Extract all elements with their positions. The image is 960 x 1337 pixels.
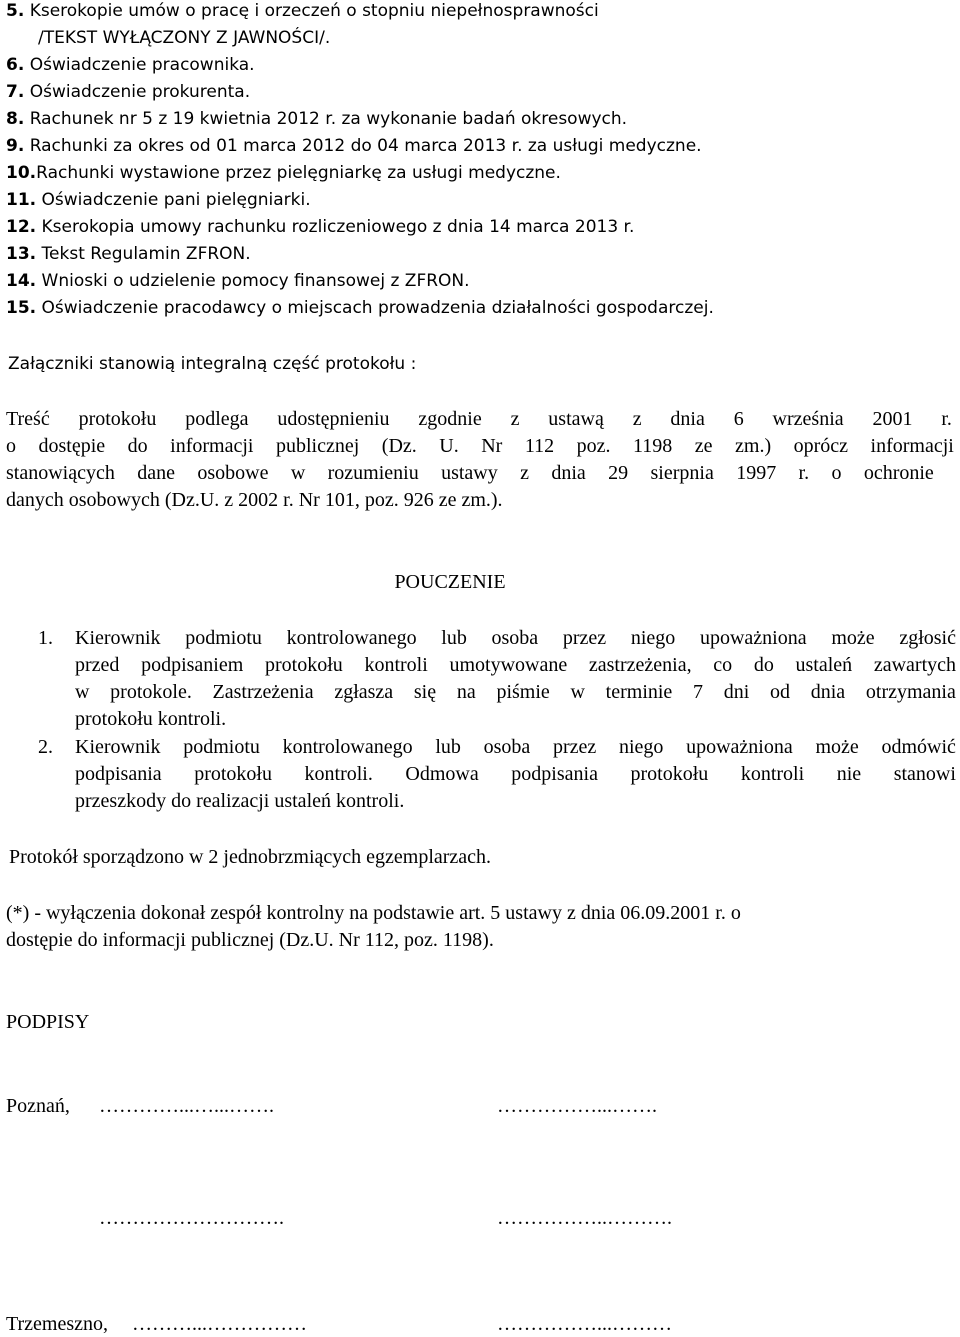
pouczenie-line: przeszkody do realizacji ustaleń kontroli. [75,790,405,812]
pouczenie-line: protokołu kontroli. [75,708,227,730]
trzemeszno-signature-line-right: ……………...……… [497,1313,672,1335]
pouczenie-line [75,655,956,675]
disclosure-line-2 [6,436,954,456]
word: udostępnieniu [277,408,390,430]
word: stanowi [893,763,956,785]
word: osoba [483,736,531,758]
pouczenie-line [75,737,956,757]
word: protokołu [194,763,272,785]
word: zgłosić [899,627,956,649]
item-number: 6. [6,55,25,75]
word: w [570,681,585,703]
item-number: 5. [6,1,25,21]
word: do [753,654,774,676]
word: przez [552,736,597,758]
item-text: Kserokopia umowy rachunku rozliczeniowego z dnia 14 marca 2013 r. [41,217,635,237]
item-number: 9. [6,136,25,156]
word: kontrolowanego [282,736,413,758]
word: lub [441,627,467,649]
word: informacji [170,435,254,457]
word: informacji [870,435,954,457]
word: co [713,654,733,676]
word: 1198 [632,435,673,457]
list-item [38,30,330,47]
word: kontroli. [304,763,373,785]
word: niego [630,627,676,649]
word: niego [618,736,664,758]
item-text: Oświadczenie prokurenta. [29,82,251,102]
item-number: 10. [6,163,37,183]
word: terminie [605,681,673,703]
word: ochronie [863,462,934,484]
word: z [632,408,642,430]
exclusion-note-line-1: (*) - wyłączenia dokonał zespół kontrolny na podstawie art. 5 ustawy z dnia 06.09.2001 r. o [6,902,741,924]
word: (Dz. [381,435,417,457]
word: zgodnie [418,408,482,430]
word: przez [562,627,607,649]
word: od [770,681,791,703]
word: Treść [6,408,50,430]
word: na [456,681,476,703]
word: upoważniona [699,627,807,649]
word: piśmie [496,681,550,703]
word: w [75,681,90,703]
word: osoba [491,627,539,649]
list-item [6,3,599,20]
word: o [831,462,842,484]
word: protokołu [630,763,709,785]
word: Odmowa [405,763,479,785]
item-text: Wnioski o udzielenie pomocy finansowej z ZFRON. [41,271,470,291]
item-number: 8. [6,109,25,129]
list-item [6,219,634,236]
word: sierpnia [650,462,714,484]
word: zawartych [873,654,956,676]
list-item [6,300,714,317]
word: osobowe [197,462,269,484]
disclosure-line-4: danych osobowych (Dz.U. z 2002 r. Nr 101, poz. 926 ze zm.). [6,489,503,511]
word: 29 [608,462,629,484]
pouczenie-title [0,572,900,592]
word: 2001 [872,408,913,430]
word: kontroli [740,763,805,785]
word: przed [75,654,120,676]
word: podpisania [511,763,598,785]
word: dane [137,462,175,484]
item-text: Rachunek nr 5 z 19 kwietnia 2012 r. za wykonanie badań okresowych. [29,109,628,129]
word: umotywowane [449,654,568,676]
word: kontrolowanego [286,627,417,649]
word: dostępie [38,435,106,457]
word: Kierownik [75,627,161,649]
item-number: 15. [6,298,37,318]
item-text: Kserokopie umów o pracę i orzeczeń o stopniu niepełnosprawności [29,1,599,21]
item-number: 2. [38,736,53,758]
word: rozumieniu [327,462,419,484]
exclusion-note-line-2: dostępie do informacji publicznej (Dz.U. Nr 112, poz. 1198). [6,929,494,951]
mid-signature-line-left: ………………………. [99,1207,284,1229]
word: zgłasza [334,681,394,703]
item-text: Rachunki wystawione przez pielęgniarkę za usługi medyczne. [36,163,561,183]
word: Nr [481,435,503,457]
item-text: Oświadczenie pani pielęgniarki. [41,190,311,210]
word: dnia [810,681,846,703]
word: poz. [576,435,611,457]
word: się [413,681,437,703]
item-number: 14. [6,271,37,291]
word: ustawą [548,408,604,430]
word: dnia [551,462,586,484]
pouczenie-title-text: POUCZENIE [394,571,506,593]
word: 1997 [736,462,777,484]
item-text: Rachunki za okres od 01 marca 2012 do 04 marca 2013 r. za usługi medyczne. [29,136,702,156]
word: podmiotu [183,736,260,758]
signatures-heading: PODPISY [6,1011,90,1033]
item-text: /TEKST WYŁĄCZONY Z JAWNOŚCI/. [38,28,331,48]
list-item [6,165,561,182]
pouczenie-line [75,764,956,784]
poznan-signature-line-left: …………...…...……. [99,1095,274,1117]
word: z [510,408,520,430]
word: otrzymania [865,681,956,703]
word: nie [836,763,862,785]
word: podmiotu [185,627,262,649]
item-text: Oświadczenie pracownika. [29,55,255,75]
list-item [6,111,627,128]
word: może [815,736,859,758]
list-item [6,246,251,263]
item-number: 11. [6,190,37,210]
word: U. [439,435,459,457]
item-number: 1. [38,627,53,649]
disclosure-line-3 [6,463,934,483]
mid-signature-line-right: ……………..………. [497,1207,672,1229]
word: 6 [733,408,744,430]
word: Zastrzeżenia [212,681,314,703]
word: podpisaniem [141,654,244,676]
word: z [520,462,529,484]
word: podpisania [75,763,162,785]
word: publicznej [275,435,360,457]
pouczenie-line [75,682,956,702]
item-text: Tekst Regulamin ZFRON. [41,244,251,264]
disclosure-line-1 [6,409,952,429]
word: lub [435,736,461,758]
word: odmówić [881,736,956,758]
trzemeszno-label: Trzemeszno, [6,1313,109,1335]
word: protokołu [264,654,343,676]
word: zm.) [735,435,772,457]
copies-note: Protokół sporządzono w 2 jednobrzmiących egzemplarzach. [9,846,492,868]
item-number: 12. [6,217,37,237]
word: Kierownik [75,736,161,758]
list-item [6,138,702,155]
word: stanowiących [6,462,115,484]
word: ze [694,435,713,457]
poznan-signature-line-right: ……………...……. [497,1095,657,1117]
word: może [831,627,875,649]
word: oprócz [793,435,849,457]
poznan-label: Poznań, [6,1095,70,1117]
list-item [6,57,255,74]
list-item [6,273,470,290]
trzemeszno-signature-line-left: ………...…………… [132,1313,307,1335]
item-number: 13. [6,244,37,264]
word: protokole. [110,681,192,703]
word: ustaleń [795,654,853,676]
word: r. [941,408,952,430]
word: dnia [670,408,705,430]
pouczenie-line [75,628,956,648]
word: 112 [524,435,555,457]
word: ustawy [441,462,498,484]
word: protokołu [78,408,157,430]
word: kontroli [364,654,428,676]
integral-note: Załączniki stanowią integralną część protokołu : [8,354,417,374]
word: do [127,435,148,457]
word: podlega [185,408,249,430]
list-item [6,192,311,209]
word: września [772,408,844,430]
word: o [6,435,16,457]
word: upoważniona [686,736,793,758]
item-number: 7. [6,82,25,102]
word: 7 [693,681,704,703]
word: w [290,462,306,484]
item-text: Oświadczenie pracodawcy o miejscach prowadzenia działalności gospodarczej. [41,298,714,318]
list-item [6,84,250,101]
word: dni [723,681,750,703]
word: zastrzeżenia, [588,654,692,676]
word: r. [798,462,810,484]
